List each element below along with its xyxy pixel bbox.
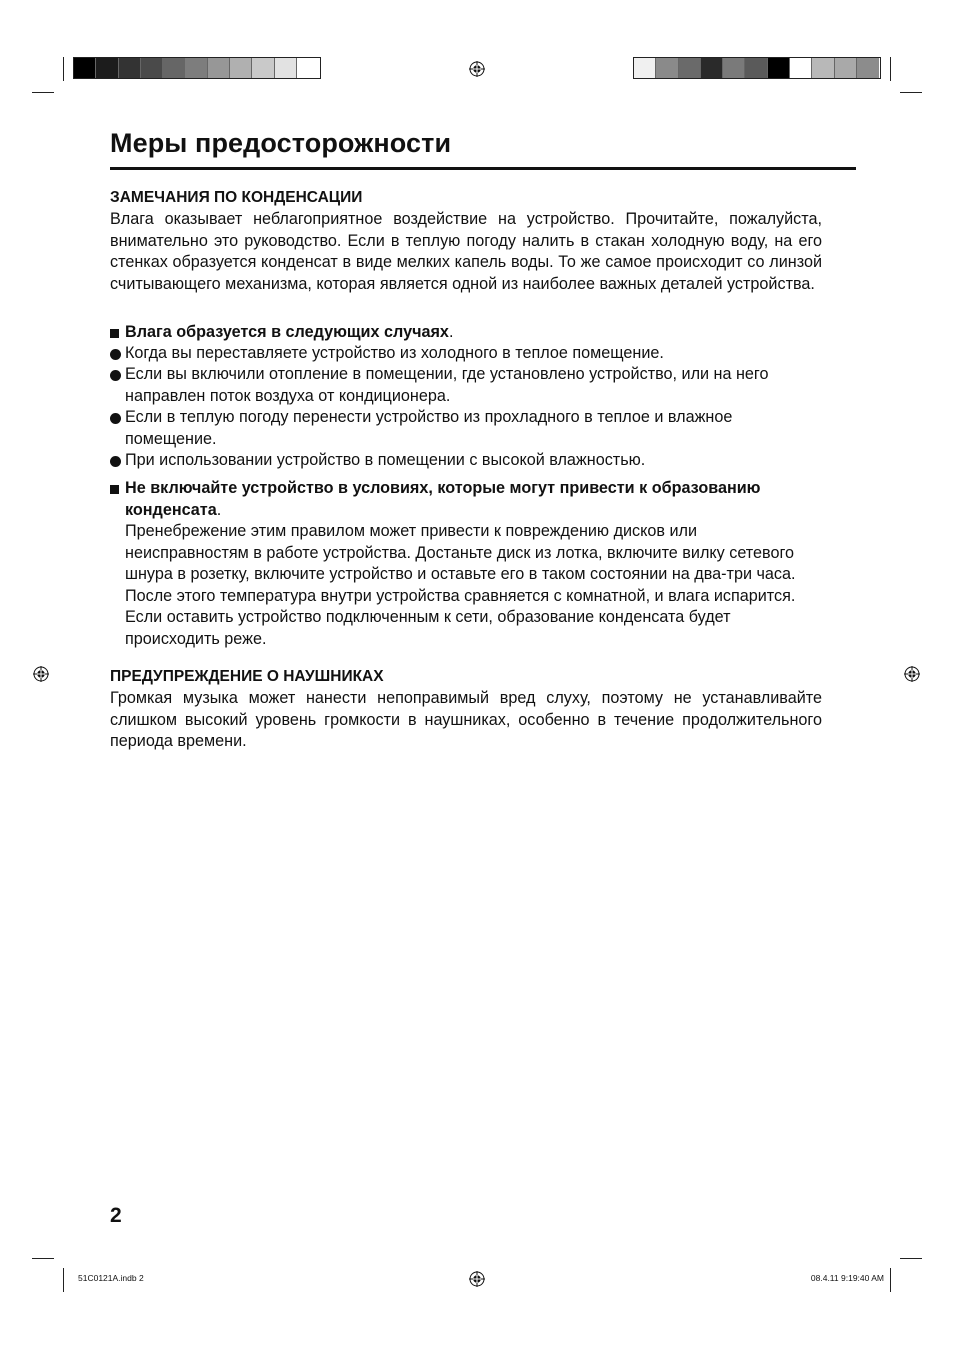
list-item-text: Когда вы переставляете устройство из холодного в теплое помещение. — [125, 344, 664, 362]
footer-file: 51C0121A.indb 2 — [78, 1273, 144, 1283]
warning-heading-tail: . — [216, 500, 222, 519]
crop-mark — [32, 92, 54, 93]
list-item — [110, 364, 822, 407]
crop-mark — [63, 1268, 64, 1292]
crop-mark — [900, 1258, 922, 1259]
cases-heading-item — [110, 322, 822, 344]
color-swatch — [790, 58, 812, 78]
crop-mark — [32, 1258, 54, 1259]
round-bullet-icon — [110, 349, 121, 360]
color-swatch — [74, 58, 96, 78]
cases-heading-tail: . — [448, 323, 454, 341]
round-bullet-icon — [110, 456, 121, 467]
warning-item — [110, 478, 822, 650]
headphones-heading: ПРЕДУПРЕЖДЕНИЕ О НАУШНИКАХ — [110, 668, 384, 685]
color-swatch — [275, 58, 297, 78]
crop-mark — [900, 92, 922, 93]
color-bar-left — [73, 57, 321, 79]
color-swatch — [723, 58, 745, 78]
color-swatch — [812, 58, 834, 78]
list-item-text: Если вы включили отопление в помещении, где установлено устройство, или на него направлен поток воздуха от кондиционера. — [125, 365, 769, 405]
color-swatch — [96, 58, 118, 78]
page-title: Меры предосторожности — [110, 128, 856, 170]
crop-mark — [63, 57, 64, 81]
color-swatch — [768, 58, 790, 78]
condensation-heading: ЗАМЕЧАНИЯ ПО КОНДЕНСАЦИИ — [110, 189, 363, 206]
condensation-intro: Влага оказывает неблагоприятное воздействие на устройство. Прочитайте, пожалуйста, внимательно это руководство. Если в теплую погоду налить в стакан холодную воду, на его стенках образуется конденсат в виде мелких капель воды. То же самое происходит со линзой считывающего механизма, которая является одной из наиболее важных деталей устройства. — [110, 210, 822, 293]
warning-heading: Не включайте устройство в условиях, которые могут привести к образованию конденсата — [125, 479, 761, 519]
color-swatch — [656, 58, 678, 78]
color-swatch — [857, 58, 879, 78]
list-item — [110, 407, 822, 450]
registration-mark-icon — [469, 61, 485, 77]
crop-mark — [890, 1268, 891, 1292]
color-swatch — [163, 58, 185, 78]
round-bullet-icon — [110, 413, 121, 424]
list-item-text: При использовании устройство в помещении с высокой влажностью. — [125, 451, 646, 469]
square-bullet-icon — [110, 329, 119, 338]
color-swatch — [252, 58, 274, 78]
registration-mark-icon — [904, 666, 920, 682]
color-swatch — [119, 58, 141, 78]
list-item-text: Если в теплую погоду перенести устройство из прохладного в теплое и влажное помещение. — [125, 408, 733, 448]
headphones-text: Громкая музыка может нанести непоправимый вред слуху, поэтому не устанавливайте слишком высокий уровень громкости в наушниках, особенно в течение продолжительного периода времени. — [110, 689, 822, 750]
color-swatch — [701, 58, 723, 78]
registration-mark-icon — [469, 1271, 485, 1287]
color-swatch — [141, 58, 163, 78]
color-swatch — [634, 58, 656, 78]
color-swatch — [679, 58, 701, 78]
color-swatch — [185, 58, 207, 78]
crop-mark — [890, 57, 891, 81]
cases-heading: Влага образуется в следующих случаях — [125, 323, 449, 341]
registration-mark-icon — [33, 666, 49, 682]
square-bullet-icon — [110, 485, 119, 494]
page-number: 2 — [110, 1204, 122, 1227]
round-bullet-icon — [110, 370, 121, 381]
footer-timestamp: 08.4.11 9:19:40 AM — [810, 1273, 884, 1283]
list-item — [110, 343, 822, 365]
list-item — [110, 450, 822, 472]
color-swatch — [208, 58, 230, 78]
color-swatch — [835, 58, 857, 78]
color-bar-right — [633, 57, 881, 79]
color-swatch — [745, 58, 767, 78]
warning-text: Пренебрежение этим правилом может привести к повреждению дисков или неисправностям в работе устройства. Достаньте диск из лотка, включите вилку сетевого шнура в розетку, включите устройство и оставьте его в таком состоянии на два-три часа. После этого температура внутри устройства сравняется с комнатной, и влага испарится. Если оставить устройство подключенным к сети, образование конденсата будет происходить реже. — [125, 522, 796, 648]
color-swatch — [297, 58, 319, 78]
color-swatch — [230, 58, 252, 78]
